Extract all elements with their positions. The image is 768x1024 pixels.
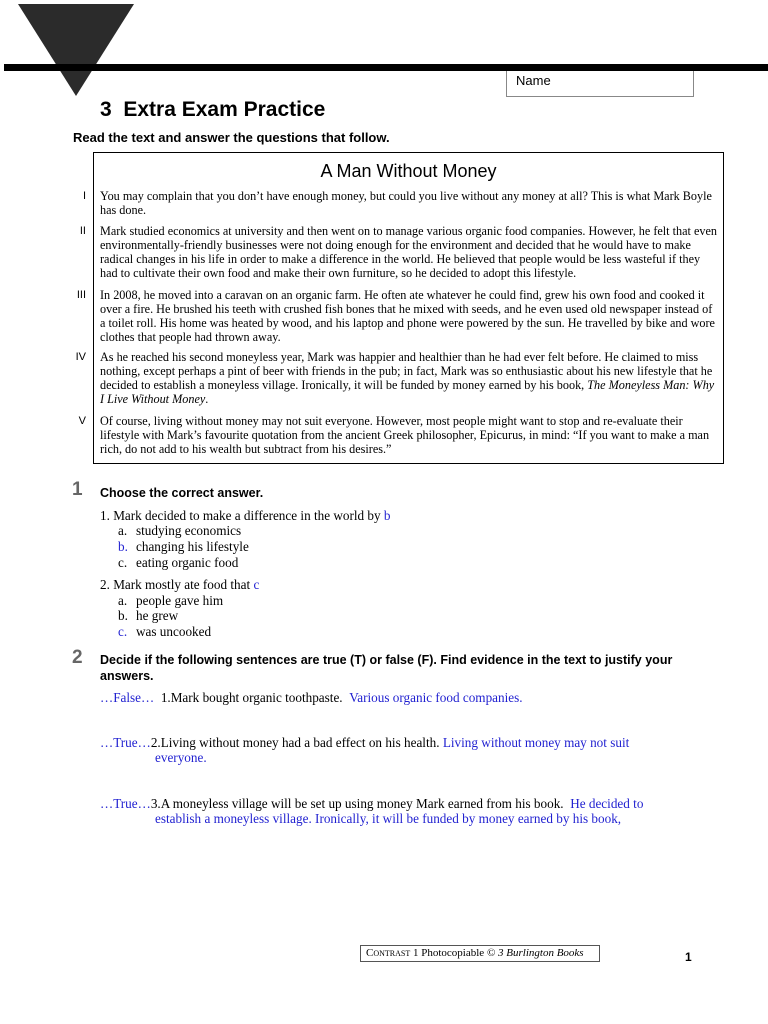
tf-answer[interactable]: …True… (100, 735, 151, 750)
photocopiable-label: Photocopiable (421, 947, 485, 959)
unit-title: Extra Exam Practice (123, 98, 326, 121)
tf-evidence[interactable]: Various organic food companies. (349, 690, 523, 705)
copyright: © 3 Burlington Books (486, 947, 584, 959)
page-number: 1 (685, 950, 692, 964)
tf-statement: 2.Living without money had a bad effect on his health. (150, 735, 440, 750)
question-1-stem: 1. Mark decided to make a difference in the world by (100, 508, 381, 523)
tf-item-3 (100, 796, 710, 826)
exercise-2-instruction: Decide if the following sentences are true (T) or false (F). Find evidence in the text to justify your answers. (100, 653, 673, 683)
footer-copyright (360, 945, 600, 962)
paragraph-label: IV (75, 351, 86, 363)
corner-triangle-decoration (18, 4, 134, 96)
tf-statement: 1.Mark bought organic toothpaste. (160, 690, 343, 705)
paragraph-4-text: As he reached his second moneyless year, Mark was happier and healthier than he had ever felt before. He claimed to miss nothing, except perhaps a pint of beer with friends in the pub; in fact, Mark was so enthusiastic about his new lifestyle that he decided to establish a moneyless village. Ironically, it will be funded by money earned by his book, (100, 350, 713, 392)
paragraph-label: I (82, 190, 86, 202)
paragraph-2: Mark studied economics at university and then went on to manage various organic food companies. However, he felt that even environmentally-friendly businesses were not doing enough for the environment and decided that he would have to make radical changes in his life in order to make a difference in the world. He believed that people would be less wasteful if they had to cultivate their own food and make their own furniture, so he decided to adopt this lifestyle. (100, 224, 717, 280)
exercise-2-number: 2 (72, 647, 83, 668)
question-1 (100, 508, 391, 524)
option-selected[interactable]: c. was uncooked (118, 624, 212, 639)
name-field[interactable] (506, 71, 694, 97)
tf-evidence-continued[interactable]: everyone. (155, 750, 207, 765)
header-rule (4, 64, 768, 71)
question-2 (100, 577, 259, 593)
question-2-stem: 2. Mark mostly ate food that (100, 577, 251, 592)
passage-title: A Man Without Money (320, 161, 497, 181)
reading-instruction: Read the text and answer the questions that follow. (73, 130, 390, 145)
paragraph-label: V (78, 415, 86, 427)
unit-number: 3 (100, 98, 112, 121)
tf-answer[interactable]: …True… (100, 796, 151, 811)
paragraph-4: As he reached his second moneyless year, Mark was happier and healthier than he had ever felt before. He claimed to miss nothing, except perhaps a pint of beer with friends in the pub; in fact, Mark was so enthusiastic about his new lifestyle that he decided to establish a moneyless village. Ironically, it will be funded by money earned by his book, The Moneyless Man: Why I Live Without Money. (100, 350, 715, 406)
tf-item-1 (100, 690, 700, 705)
option[interactable]: a. people gave him (118, 593, 224, 608)
option[interactable]: c. eating organic food (118, 555, 239, 570)
paragraph-label: III (76, 289, 86, 301)
paragraph-label: II (79, 225, 86, 237)
question-1-answer[interactable]: b (383, 508, 391, 523)
paragraph-5: Of course, living without money may not suit everyone. However, most people might want to stop and re-evaluate their lifestyle with Mark’s favourite quotation from the ancient Greek philosopher, Epicurus, in mind: “If you want to make a man rich, do not add to his wealth but subtract from his desires.” (100, 414, 710, 456)
question-2-answer[interactable]: c (253, 577, 260, 592)
name-label: Name (516, 73, 551, 88)
tf-evidence[interactable]: Living without money may not suit (442, 735, 630, 750)
series-name: Contrast 1 (366, 947, 419, 959)
tf-evidence[interactable]: He decided to (570, 796, 644, 811)
tf-item-2 (100, 735, 700, 765)
tf-evidence-continued[interactable]: establish a moneyless village. Ironically, it will be funded by money earned by his book, (155, 811, 622, 826)
paragraph-3: In 2008, he moved into a caravan on an organic farm. He often ate whatever he could find, grew his own food and cooked it over a fire. He brushed his teeth with crushed fish bones that he mixed with seeds, and he even used old newspaper instead of a toilet roll. His home was heated by wood, and his laptop and phone were powered by the sun. He travelled by bike and wore clothes that people had thrown away. (100, 288, 715, 344)
tf-answer[interactable]: …False… (100, 690, 155, 705)
page-title (100, 98, 325, 122)
exercise-1-number: 1 (72, 479, 83, 500)
tf-statement: 3.A moneyless village will be set up using money Mark earned from his book. (150, 796, 564, 811)
exercise-1-instruction: Choose the correct answer. (100, 486, 264, 500)
option[interactable]: b. he grew (118, 608, 179, 623)
book-title: The Moneyless Man: Why I Live Without Money (100, 378, 715, 406)
paragraph-1: You may complain that you don’t have enough money, but could you live without any money at all? This is what Mark Boyle has done. (100, 189, 712, 217)
option-selected[interactable]: b. changing his lifestyle (118, 539, 249, 554)
option[interactable]: a. studying economics (118, 523, 242, 538)
